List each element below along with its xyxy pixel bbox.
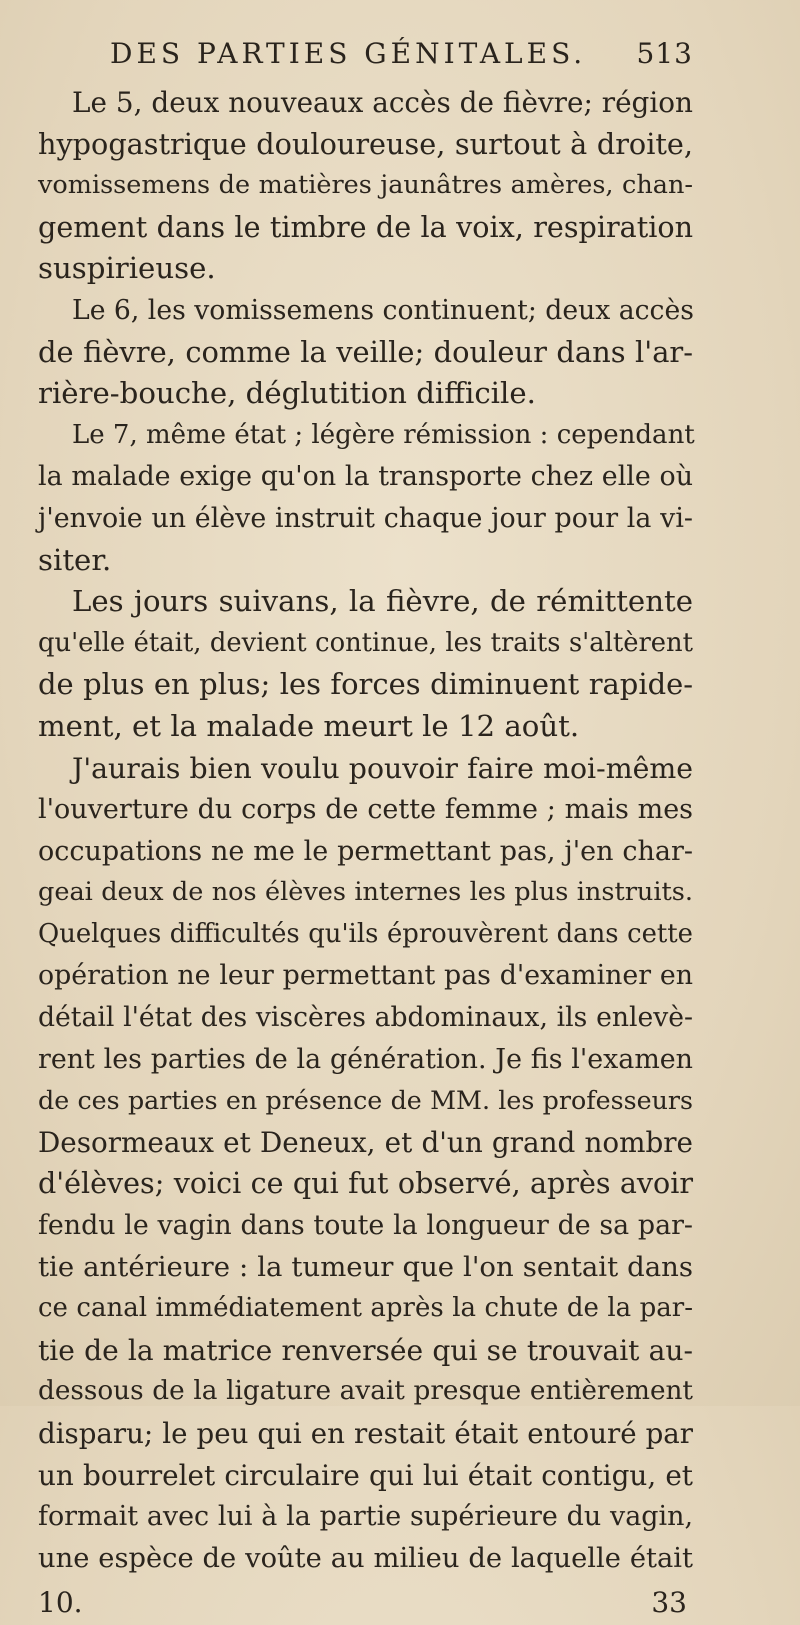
- text-line: geai deux de nos élèves internes les plus instruits.: [38, 877, 693, 908]
- text-line: suspirieuse.: [38, 251, 216, 286]
- text-line: tie de la matrice renversée qui se trouvait au-: [38, 1333, 693, 1367]
- text-line: d'élèves; voici ce qui fut observé, après avoir: [38, 1166, 693, 1201]
- text-line: une espèce de voûte au milieu de laquelle était: [38, 1542, 693, 1574]
- text-line: de plus en plus; les forces diminuent rapide-: [38, 667, 693, 702]
- page-footer: [38, 1581, 693, 1625]
- running-title: DES PARTIES GÉNITALES.: [110, 37, 587, 70]
- text-line: l'ouverture du corps de cette femme ; mais mes: [38, 794, 693, 826]
- text-line: de ces parties en présence de MM. les professeurs: [38, 1085, 693, 1116]
- text-line: la malade exige qu'on la transporte chez elle où: [38, 461, 693, 493]
- book-page: [38, 26, 695, 1620]
- text-line: vomissemens de matières jaunâtres amères, chan-: [38, 170, 693, 201]
- text-line: Quelques difficultés qu'ils éprouvèrent dans cette: [38, 918, 693, 949]
- text-line: Le 5, deux nouveaux accès de fièvre; région: [72, 86, 693, 119]
- text-line: ment, et la malade meurt le 12 août.: [38, 708, 580, 743]
- text-line: détail l'état des viscères abdominaux, ils enlevè-: [38, 1002, 693, 1034]
- text-line: rent les parties de la génération. Je fis l'examen: [38, 1043, 693, 1075]
- text-line: Les jours suivans, la fièvre, de rémittente: [72, 584, 693, 619]
- text-line: un bourrelet circulaire qui lui était contigu, et: [38, 1458, 693, 1492]
- text-line: tie antérieure : la tumeur que l'on sentait dans: [38, 1250, 693, 1283]
- text-line: hypogastrique douloureuse, surtout à droite,: [38, 126, 693, 161]
- text-line: rière-bouche, déglutition difficile.: [38, 376, 536, 411]
- page-number: 513: [636, 37, 693, 70]
- text-line: siter.: [38, 542, 112, 577]
- text-line: gement dans le timbre de la voix, respiration: [38, 209, 693, 244]
- text-line: de fièvre, comme la veille; douleur dans l'ar-: [38, 334, 693, 369]
- text-line: Desormeaux et Deneux, et d'un grand nombre: [38, 1125, 693, 1159]
- text-line: j'envoie un élève instruit chaque jour pour la vi-: [38, 502, 693, 534]
- text-line: disparu; le peu qui en restait était entouré par: [38, 1417, 693, 1450]
- text-line: fendu le vagin dans toute la longueur de sa par-: [38, 1210, 693, 1242]
- gathering-mark: 33: [651, 1586, 687, 1620]
- text-line: occupations ne me le permettant pas, j'en char-: [38, 835, 693, 867]
- text-line: opération ne leur permettant pas d'examiner en: [38, 960, 693, 992]
- signature-mark: 10.: [38, 1586, 83, 1620]
- text-line: dessous de la ligature avait presque entièrement: [38, 1376, 693, 1407]
- text-line: formait avec lui à la partie supérieure du vagin,: [38, 1501, 693, 1533]
- text-line: qu'elle était, devient continue, les traits s'altèrent: [38, 627, 693, 658]
- running-head: [38, 26, 693, 82]
- text-line: ce canal immédiatement après la chute de la par-: [38, 1293, 693, 1324]
- body-text: [38, 82, 693, 1579]
- text-line: J'aurais bien voulu pouvoir faire moi-même: [72, 751, 693, 785]
- text-line: Le 6, les vomissemens continuent; deux accès: [72, 294, 694, 326]
- text-line: Le 7, même état ; légère rémission : cependant: [72, 419, 695, 450]
